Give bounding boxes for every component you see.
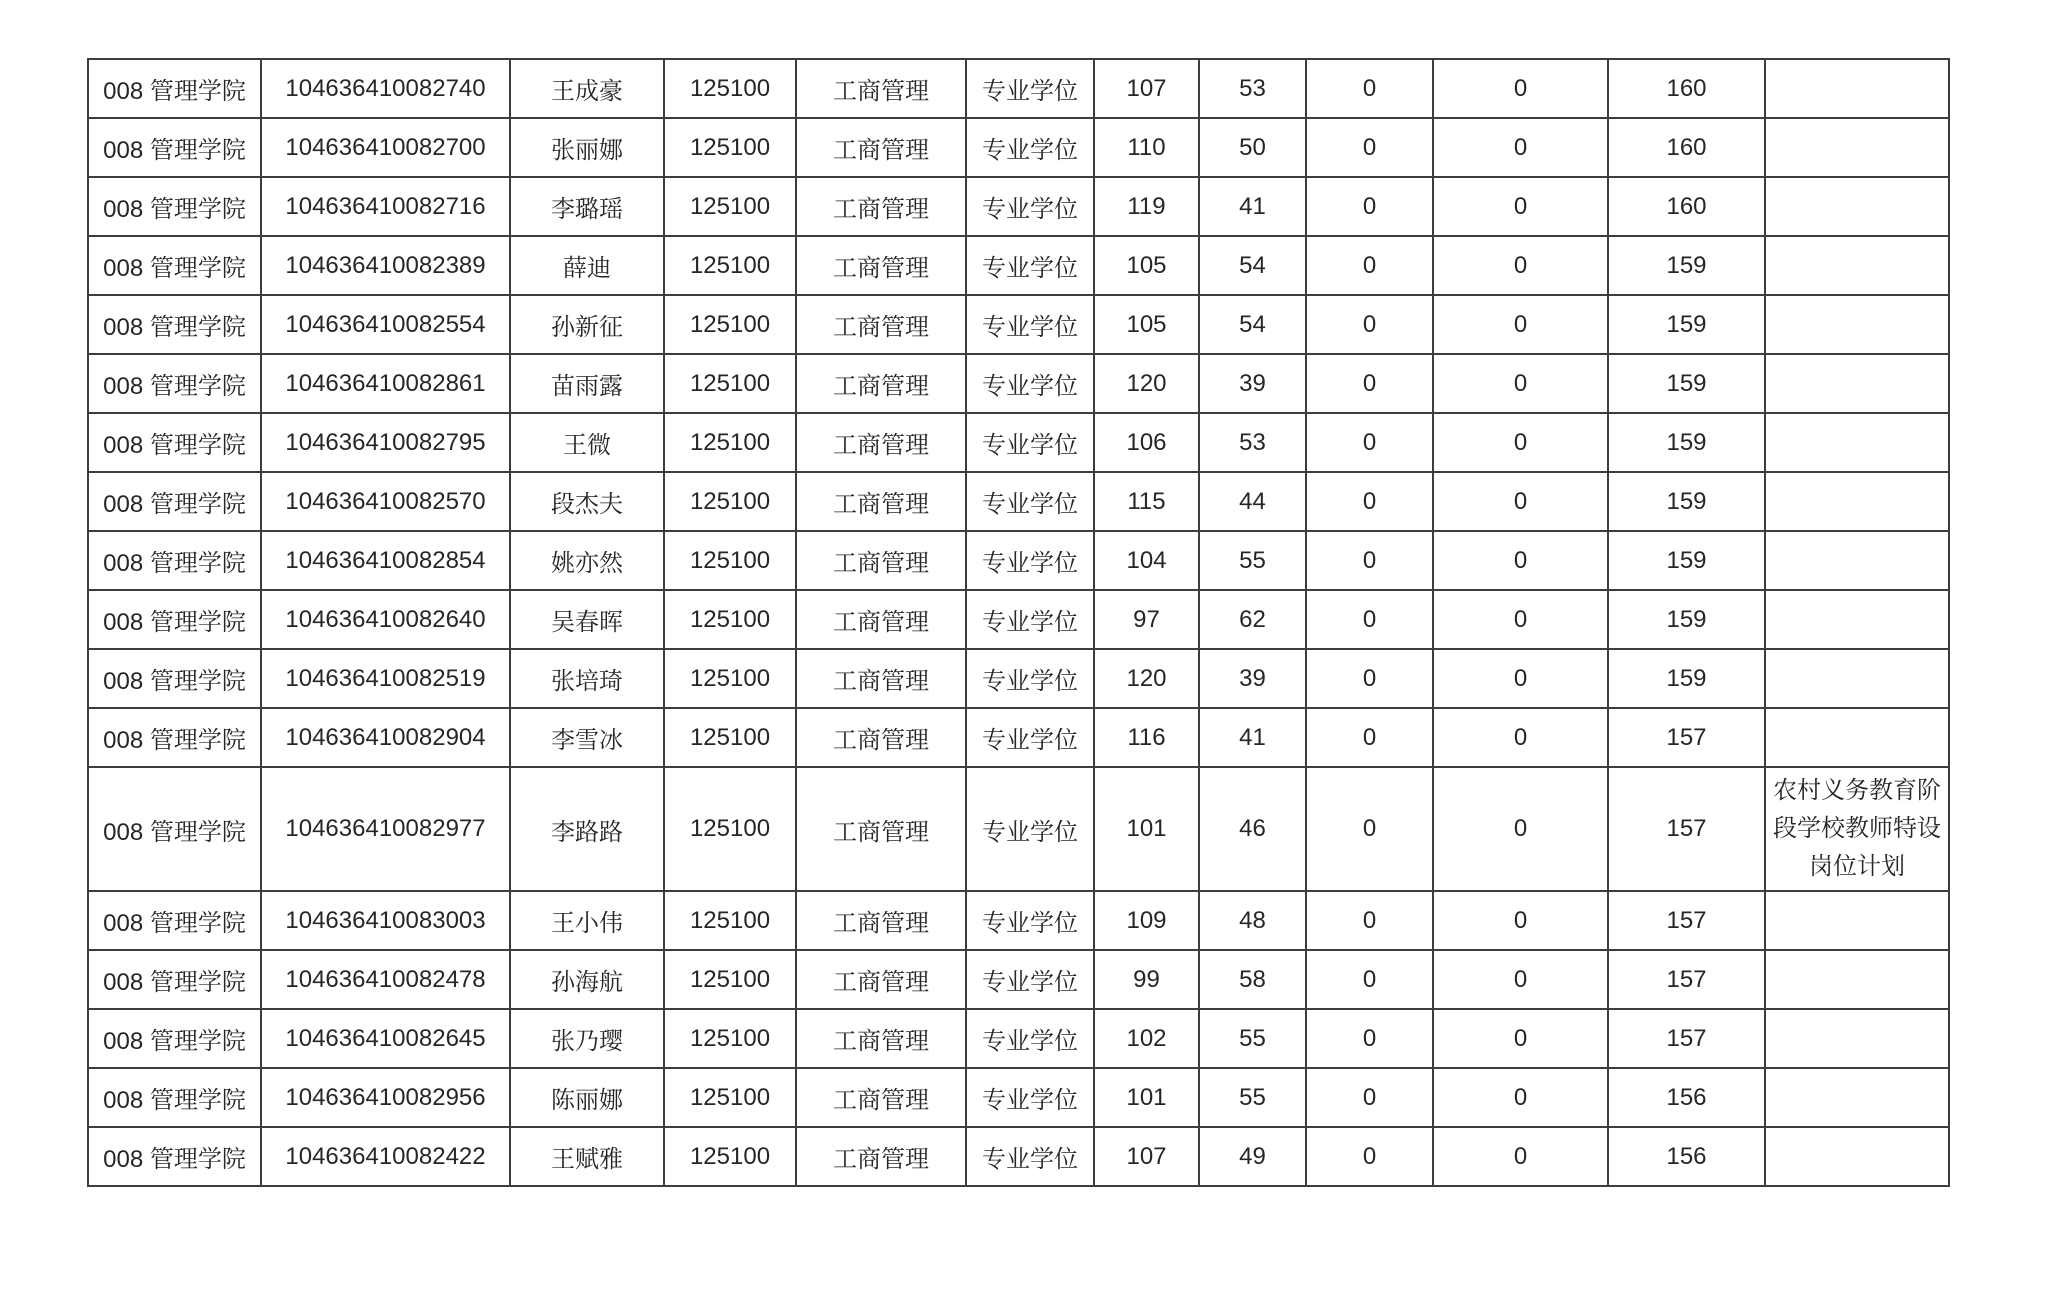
cell-major-code: 125100 xyxy=(664,295,796,354)
cell-candidate-name: 王小伟 xyxy=(510,891,664,950)
cell-candidate-id: 104636410082795 xyxy=(261,413,510,472)
cell-candidate-name: 张培琦 xyxy=(510,649,664,708)
cell-remark xyxy=(1765,590,1949,649)
cell-score-4: 0 xyxy=(1433,472,1608,531)
cell-score-1: 109 xyxy=(1094,891,1199,950)
cell-score-2: 48 xyxy=(1199,891,1306,950)
cell-score-1: 102 xyxy=(1094,1009,1199,1068)
cell-score-3: 0 xyxy=(1306,1127,1433,1186)
cell-score-3: 0 xyxy=(1306,295,1433,354)
table-row xyxy=(88,413,1949,472)
cell-candidate-id: 104636410082640 xyxy=(261,590,510,649)
cell-score-4: 0 xyxy=(1433,118,1608,177)
cell-candidate-name: 王成豪 xyxy=(510,59,664,118)
cell-department: 008 管理学院 xyxy=(88,531,261,590)
cell-major-name: 工商管理 xyxy=(796,950,966,1009)
cell-candidate-id: 104636410082700 xyxy=(261,118,510,177)
cell-candidate-id: 104636410082904 xyxy=(261,708,510,767)
cell-score-1: 107 xyxy=(1094,59,1199,118)
table-row xyxy=(88,118,1949,177)
cell-score-2: 39 xyxy=(1199,649,1306,708)
cell-major-code: 125100 xyxy=(664,891,796,950)
cell-major-code: 125100 xyxy=(664,236,796,295)
cell-major-name: 工商管理 xyxy=(796,1009,966,1068)
cell-score-2: 46 xyxy=(1199,767,1306,891)
cell-total-score: 157 xyxy=(1608,1009,1765,1068)
cell-score-4: 0 xyxy=(1433,767,1608,891)
cell-department: 008 管理学院 xyxy=(88,59,261,118)
cell-total-score: 157 xyxy=(1608,767,1765,891)
cell-remark xyxy=(1765,177,1949,236)
cell-major-code: 125100 xyxy=(664,590,796,649)
cell-remark xyxy=(1765,1127,1949,1186)
cell-score-4: 0 xyxy=(1433,354,1608,413)
cell-candidate-name: 孙海航 xyxy=(510,950,664,1009)
cell-remark xyxy=(1765,354,1949,413)
cell-remark: 农村义务教育阶段学校教师特设岗位计划 xyxy=(1765,767,1949,891)
cell-score-3: 0 xyxy=(1306,649,1433,708)
cell-major-name: 工商管理 xyxy=(796,708,966,767)
cell-candidate-id: 104636410082861 xyxy=(261,354,510,413)
cell-major-name: 工商管理 xyxy=(796,118,966,177)
cell-major-code: 125100 xyxy=(664,354,796,413)
cell-score-3: 0 xyxy=(1306,59,1433,118)
cell-score-2: 62 xyxy=(1199,590,1306,649)
cell-total-score: 159 xyxy=(1608,531,1765,590)
cell-score-4: 0 xyxy=(1433,177,1608,236)
cell-candidate-name: 孙新征 xyxy=(510,295,664,354)
cell-remark xyxy=(1765,891,1949,950)
cell-degree-type: 专业学位 xyxy=(966,531,1094,590)
table-row xyxy=(88,236,1949,295)
cell-candidate-id: 104636410082977 xyxy=(261,767,510,891)
cell-department: 008 管理学院 xyxy=(88,472,261,531)
cell-major-name: 工商管理 xyxy=(796,354,966,413)
cell-score-4: 0 xyxy=(1433,1068,1608,1127)
table-row xyxy=(88,177,1949,236)
cell-total-score: 159 xyxy=(1608,295,1765,354)
table-row xyxy=(88,531,1949,590)
cell-score-3: 0 xyxy=(1306,767,1433,891)
table-row xyxy=(88,59,1949,118)
cell-score-3: 0 xyxy=(1306,354,1433,413)
cell-major-name: 工商管理 xyxy=(796,767,966,891)
cell-major-name: 工商管理 xyxy=(796,472,966,531)
cell-score-4: 0 xyxy=(1433,891,1608,950)
table-row xyxy=(88,1009,1949,1068)
cell-major-code: 125100 xyxy=(664,649,796,708)
cell-candidate-id: 104636410082422 xyxy=(261,1127,510,1186)
cell-department: 008 管理学院 xyxy=(88,767,261,891)
cell-major-name: 工商管理 xyxy=(796,177,966,236)
cell-department: 008 管理学院 xyxy=(88,413,261,472)
cell-candidate-id: 104636410083003 xyxy=(261,891,510,950)
cell-candidate-id: 104636410082716 xyxy=(261,177,510,236)
cell-score-4: 0 xyxy=(1433,590,1608,649)
table-row xyxy=(88,472,1949,531)
cell-score-2: 41 xyxy=(1199,177,1306,236)
cell-total-score: 160 xyxy=(1608,59,1765,118)
cell-score-2: 41 xyxy=(1199,708,1306,767)
cell-department: 008 管理学院 xyxy=(88,891,261,950)
cell-department: 008 管理学院 xyxy=(88,236,261,295)
cell-remark xyxy=(1765,413,1949,472)
cell-score-1: 115 xyxy=(1094,472,1199,531)
cell-score-4: 0 xyxy=(1433,649,1608,708)
cell-major-name: 工商管理 xyxy=(796,1127,966,1186)
cell-score-1: 104 xyxy=(1094,531,1199,590)
cell-score-4: 0 xyxy=(1433,413,1608,472)
cell-score-2: 55 xyxy=(1199,531,1306,590)
cell-remark xyxy=(1765,649,1949,708)
cell-remark xyxy=(1765,236,1949,295)
cell-total-score: 156 xyxy=(1608,1068,1765,1127)
cell-remark xyxy=(1765,531,1949,590)
cell-candidate-id: 104636410082570 xyxy=(261,472,510,531)
cell-score-3: 0 xyxy=(1306,177,1433,236)
cell-candidate-id: 104636410082389 xyxy=(261,236,510,295)
cell-score-2: 58 xyxy=(1199,950,1306,1009)
cell-score-2: 54 xyxy=(1199,236,1306,295)
cell-candidate-id: 104636410082519 xyxy=(261,649,510,708)
cell-score-4: 0 xyxy=(1433,295,1608,354)
cell-score-3: 0 xyxy=(1306,531,1433,590)
cell-remark xyxy=(1765,472,1949,531)
cell-score-1: 120 xyxy=(1094,649,1199,708)
cell-department: 008 管理学院 xyxy=(88,118,261,177)
cell-degree-type: 专业学位 xyxy=(966,118,1094,177)
cell-candidate-name: 张丽娜 xyxy=(510,118,664,177)
cell-degree-type: 专业学位 xyxy=(966,177,1094,236)
cell-department: 008 管理学院 xyxy=(88,950,261,1009)
cell-total-score: 157 xyxy=(1608,708,1765,767)
cell-degree-type: 专业学位 xyxy=(966,295,1094,354)
cell-score-4: 0 xyxy=(1433,59,1608,118)
cell-score-1: 120 xyxy=(1094,354,1199,413)
cell-major-name: 工商管理 xyxy=(796,413,966,472)
cell-score-3: 0 xyxy=(1306,950,1433,1009)
cell-degree-type: 专业学位 xyxy=(966,236,1094,295)
cell-score-2: 53 xyxy=(1199,413,1306,472)
cell-degree-type: 专业学位 xyxy=(966,413,1094,472)
cell-degree-type: 专业学位 xyxy=(966,354,1094,413)
cell-remark xyxy=(1765,708,1949,767)
cell-candidate-id: 104636410082740 xyxy=(261,59,510,118)
table-row xyxy=(88,590,1949,649)
cell-candidate-name: 苗雨露 xyxy=(510,354,664,413)
cell-major-code: 125100 xyxy=(664,1068,796,1127)
cell-department: 008 管理学院 xyxy=(88,590,261,649)
cell-remark xyxy=(1765,1068,1949,1127)
cell-score-2: 44 xyxy=(1199,472,1306,531)
cell-major-code: 125100 xyxy=(664,118,796,177)
table-row xyxy=(88,708,1949,767)
cell-candidate-name: 陈丽娜 xyxy=(510,1068,664,1127)
cell-score-1: 106 xyxy=(1094,413,1199,472)
cell-department: 008 管理学院 xyxy=(88,354,261,413)
cell-degree-type: 专业学位 xyxy=(966,649,1094,708)
cell-major-name: 工商管理 xyxy=(796,590,966,649)
cell-candidate-id: 104636410082478 xyxy=(261,950,510,1009)
table-row xyxy=(88,950,1949,1009)
cell-department: 008 管理学院 xyxy=(88,177,261,236)
cell-total-score: 159 xyxy=(1608,236,1765,295)
table-row xyxy=(88,1127,1949,1186)
cell-score-1: 110 xyxy=(1094,118,1199,177)
cell-degree-type: 专业学位 xyxy=(966,950,1094,1009)
cell-score-1: 119 xyxy=(1094,177,1199,236)
cell-score-1: 105 xyxy=(1094,236,1199,295)
cell-degree-type: 专业学位 xyxy=(966,472,1094,531)
table-row xyxy=(88,295,1949,354)
cell-major-code: 125100 xyxy=(664,177,796,236)
cell-major-code: 125100 xyxy=(664,413,796,472)
cell-score-2: 50 xyxy=(1199,118,1306,177)
cell-major-name: 工商管理 xyxy=(796,1068,966,1127)
cell-score-3: 0 xyxy=(1306,1009,1433,1068)
table-row xyxy=(88,1068,1949,1127)
cell-degree-type: 专业学位 xyxy=(966,708,1094,767)
table-row xyxy=(88,354,1949,413)
cell-remark xyxy=(1765,118,1949,177)
cell-candidate-id: 104636410082956 xyxy=(261,1068,510,1127)
cell-candidate-id: 104636410082554 xyxy=(261,295,510,354)
cell-department: 008 管理学院 xyxy=(88,1127,261,1186)
cell-major-name: 工商管理 xyxy=(796,531,966,590)
cell-major-name: 工商管理 xyxy=(796,295,966,354)
cell-remark xyxy=(1765,295,1949,354)
cell-candidate-id: 104636410082645 xyxy=(261,1009,510,1068)
cell-candidate-id: 104636410082854 xyxy=(261,531,510,590)
cell-degree-type: 专业学位 xyxy=(966,1009,1094,1068)
cell-score-4: 0 xyxy=(1433,708,1608,767)
cell-major-code: 125100 xyxy=(664,767,796,891)
cell-score-3: 0 xyxy=(1306,590,1433,649)
cell-department: 008 管理学院 xyxy=(88,1068,261,1127)
cell-score-1: 97 xyxy=(1094,590,1199,649)
cell-score-1: 101 xyxy=(1094,767,1199,891)
cell-score-4: 0 xyxy=(1433,531,1608,590)
cell-department: 008 管理学院 xyxy=(88,1009,261,1068)
cell-degree-type: 专业学位 xyxy=(966,59,1094,118)
cell-major-code: 125100 xyxy=(664,531,796,590)
cell-score-3: 0 xyxy=(1306,118,1433,177)
cell-score-2: 39 xyxy=(1199,354,1306,413)
cell-remark xyxy=(1765,59,1949,118)
cell-candidate-name: 王微 xyxy=(510,413,664,472)
cell-major-name: 工商管理 xyxy=(796,59,966,118)
cell-score-2: 54 xyxy=(1199,295,1306,354)
cell-major-code: 125100 xyxy=(664,950,796,1009)
cell-score-3: 0 xyxy=(1306,413,1433,472)
cell-score-4: 0 xyxy=(1433,236,1608,295)
table-row xyxy=(88,649,1949,708)
cell-total-score: 160 xyxy=(1608,118,1765,177)
cell-score-3: 0 xyxy=(1306,708,1433,767)
cell-total-score: 159 xyxy=(1608,354,1765,413)
cell-score-2: 53 xyxy=(1199,59,1306,118)
cell-degree-type: 专业学位 xyxy=(966,1068,1094,1127)
cell-degree-type: 专业学位 xyxy=(966,891,1094,950)
cell-score-4: 0 xyxy=(1433,950,1608,1009)
cell-candidate-name: 李路路 xyxy=(510,767,664,891)
cell-total-score: 159 xyxy=(1608,472,1765,531)
cell-remark xyxy=(1765,1009,1949,1068)
cell-candidate-name: 吴春晖 xyxy=(510,590,664,649)
cell-major-name: 工商管理 xyxy=(796,236,966,295)
cell-major-name: 工商管理 xyxy=(796,649,966,708)
cell-score-1: 107 xyxy=(1094,1127,1199,1186)
cell-total-score: 159 xyxy=(1608,590,1765,649)
cell-score-2: 55 xyxy=(1199,1009,1306,1068)
cell-score-1: 105 xyxy=(1094,295,1199,354)
cell-department: 008 管理学院 xyxy=(88,295,261,354)
cell-candidate-name: 张乃璎 xyxy=(510,1009,664,1068)
cell-score-3: 0 xyxy=(1306,472,1433,531)
cell-score-3: 0 xyxy=(1306,1068,1433,1127)
cell-score-3: 0 xyxy=(1306,891,1433,950)
cell-total-score: 157 xyxy=(1608,891,1765,950)
cell-candidate-name: 姚亦然 xyxy=(510,531,664,590)
cell-remark xyxy=(1765,950,1949,1009)
cell-score-2: 55 xyxy=(1199,1068,1306,1127)
cell-degree-type: 专业学位 xyxy=(966,767,1094,891)
cell-score-4: 0 xyxy=(1433,1009,1608,1068)
cell-total-score: 159 xyxy=(1608,649,1765,708)
cell-total-score: 157 xyxy=(1608,950,1765,1009)
cell-major-code: 125100 xyxy=(664,59,796,118)
cell-department: 008 管理学院 xyxy=(88,708,261,767)
cell-candidate-name: 李雪冰 xyxy=(510,708,664,767)
cell-candidate-name: 李璐瑶 xyxy=(510,177,664,236)
table-body xyxy=(88,59,1949,1186)
admissions-score-table xyxy=(87,58,1950,1187)
cell-score-4: 0 xyxy=(1433,1127,1608,1186)
cell-score-1: 101 xyxy=(1094,1068,1199,1127)
table-row xyxy=(88,767,1949,891)
cell-major-code: 125100 xyxy=(664,1009,796,1068)
cell-total-score: 159 xyxy=(1608,413,1765,472)
cell-degree-type: 专业学位 xyxy=(966,1127,1094,1186)
cell-department: 008 管理学院 xyxy=(88,649,261,708)
cell-major-name: 工商管理 xyxy=(796,891,966,950)
cell-candidate-name: 薛迪 xyxy=(510,236,664,295)
cell-candidate-name: 王赋雅 xyxy=(510,1127,664,1186)
cell-total-score: 156 xyxy=(1608,1127,1765,1186)
cell-total-score: 160 xyxy=(1608,177,1765,236)
cell-score-3: 0 xyxy=(1306,236,1433,295)
cell-major-code: 125100 xyxy=(664,708,796,767)
cell-score-1: 99 xyxy=(1094,950,1199,1009)
cell-score-2: 49 xyxy=(1199,1127,1306,1186)
cell-major-code: 125100 xyxy=(664,1127,796,1186)
cell-major-code: 125100 xyxy=(664,472,796,531)
cell-degree-type: 专业学位 xyxy=(966,590,1094,649)
table-row xyxy=(88,891,1949,950)
cell-candidate-name: 段杰夫 xyxy=(510,472,664,531)
cell-score-1: 116 xyxy=(1094,708,1199,767)
